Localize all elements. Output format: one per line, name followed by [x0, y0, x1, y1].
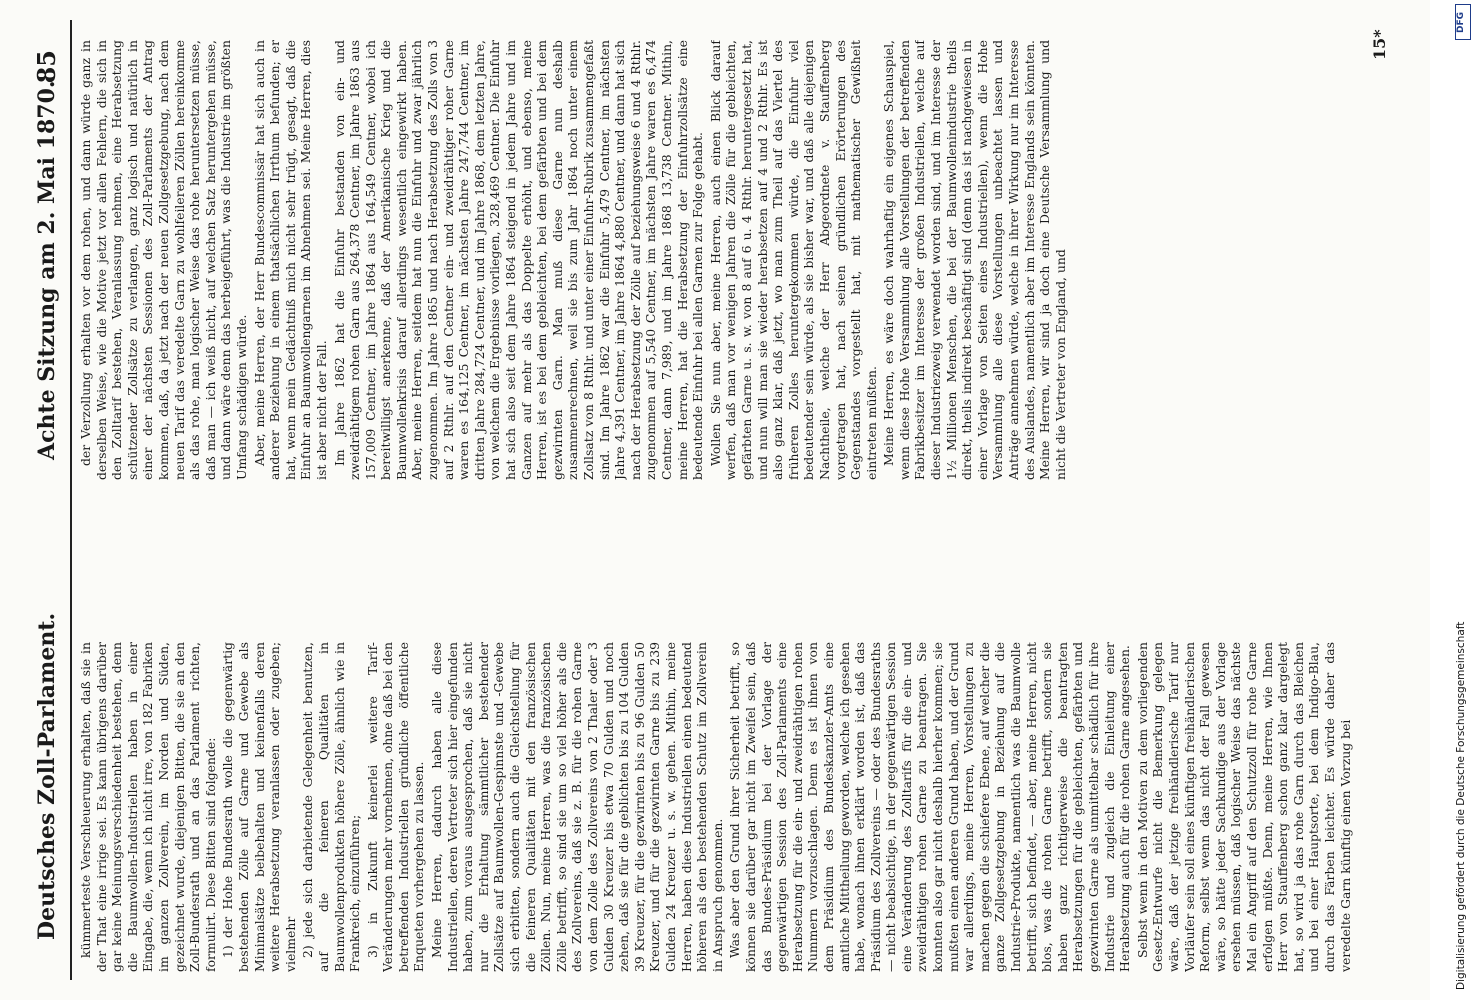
sheet-signature: 15* [1370, 29, 1389, 60]
stamp-text: Digitalisierung gefördert durch die Deutsche Forschungsgemeinschaft [1455, 621, 1467, 990]
page-header [30, 20, 66, 980]
paragraph: Aber, meine Herren, der Herr Bundescommissär hat sich auch in anderer Beziehung in einem thatsächlichen Irrthum befunden; er hat, wenn mein Gedächtniß mich nicht sehr trügt, gesagt, daß die Einfuhr an Baumwollengarnen im Abnehmen sei. Meine Herren, dies ist aber nicht der Fall. [251, 40, 329, 480]
paragraph: Im Jahre 1862 hat die Einfuhr bestanden von ein- und zweidrähtigem rohen Garn aus 264,378 Centner, im Jahre 1863 aus 157,009 Centner, im Jahre 1864 aus 164,549 Centner, wobei ich bereitwilligst anerkenne, daß der Amerikanische Krieg und die Baumwollenkrisis darauf allerdings wesentlich eingewirkt haben. Aber, meine Herren, seitdem hat nun die Einfuhr und zwar jährlich zugenommen. Im Jahre 1865 und nach Herabsetzung des Zolls von 3 auf 2 Rthlr. auf den Centner ein- und zweidrähtiger roher Garne waren es 164,125 Centner, im nächsten Jahre 247,744 Centner, im dritten Jahre 284,724 Centner, und im Jahre 1868, dem letzten Jahre, von welchem die Ergebnisse vorliegen, 328,469 Centner. Die Einfuhr hat sich also seit dem Jahre 1864 steigend in jedem Jahre und im Ganzen auf mehr als das Doppelte erhöht, und ebenso, meine Herren, ist es bei dem gebleichten, bei dem gefärbten und bei dem gezwirnten Garn. Man muß diese Garne nun deshalb zusammenrechnen, weil sie bis zum Jahr 1864 noch unter einem Zollsatz von 8 Rthlr. und unter einer Einfuhr-Rubrik zusammengefaßt sind. Im Jahre 1862 war die Einfuhr 5,479 Centner, im nächsten Jahre 4,391 Centner, im Jahre 1864 4,880 Centner, und dann hat sich nach der Herabsetzung der Zölle auf beziehungsweise 6 und 4 Rthlr. zugenommen auf 5,540 Centner, im nächsten Jahre waren es 6,474 Centner, dann 7,989, und im Jahre 1868 13,738 Centner. Mithin, meine Herren, hat die Herabsetzung der Einfuhrzollsätze eine bedeutende Einfuhr bei allen Garnen zur Folge gehabt. [331, 40, 706, 480]
paragraph: 1) der Hohe Bundesrath wolle die gegenwärtig bestehenden Zölle auf Garne und Gewebe als Minimalsätze beibehalten und keinenfalls deren weitere Herabsetzung veranlassen oder zugeben; vielmehr [220, 642, 298, 972]
page-number: 85 [32, 50, 61, 84]
text-column-left [78, 642, 1378, 972]
digitization-stamp [1453, 0, 1474, 1000]
running-title-right: Achte Sitzung am 2. Mai 1870. [34, 80, 60, 460]
paragraph: Was aber den Grund ihrer Sicherheit betrifft, so können sie darüber gar nicht im Zweifel sein, daß das Bundes-Präsidium bei der Vorlage der gegenwärtigen Session des Zoll-Parlaments eine Herabsetzung für die ein- und zweidrähtigen rohen Nummern vorzuschlagen. Denn es ist ihnen von dem Präsidium des Bundeskanzler-Amts eine amtliche Mittheilung geworden, welche ich gesehen habe, wonach ihnen erklärt worden ist, daß das Präsidium des Zollvereins — oder des Bundesraths — nicht beabsichtige, in der gegenwärtigen Session eine Veränderung des Zolltarifs für die ein- und zweidrähtigen rohen Garne zu beantragen. Sie konnten also gar nicht deshalb hierher kommen; sie mußten einen anderen Grund haben, und der Grund war allerdings, meine Herren, Vorstellungen zu machen gegen die schiefere Ebene, auf welcher die ganze Zollgesetzgebung in Beziehung auf die Industrie-Produkte, namentlich was die Baumwolle betrifft, sich befindet, — aber, meine Herren, nicht blos, was die rohen Garne betrifft, sondern sie haben ganz richtigerweise die beantragten Herabsetzungen für die gebleichten, gefärbten und gezwirnten Garne als unmittelbar schädlich für ihre Industrie und zugleich die Einleitung einer Herabsetzung auch für die rohen Garne angesehen. [727, 642, 1133, 972]
running-title-left: Deutsches Zoll-Parlament. [34, 612, 60, 940]
paragraph: Wollen Sie nun aber, meine Herren, auch einen Blick darauf werfen, daß man vor wenigen Jahren die Zölle für die gebleichten, gefärbten Garne u. s. w. von 8 auf 6 u. 4 Rthlr. heruntergesetzt hat, und nun will man sie wieder herabsetzen auf 4 und 2 Rthlr. Es ist also ganz klar, daß jetzt, wo man zum Theil auf das Viertel des früheren Zolles heruntergekommen würde, die Einfuhr viel bedeutender sein würde, als sie bisher war, und daß alle diejenigen Nachtheile, welche der Herr Abgeordnete v. Stauffenberg vorgetragen hat, nach seinen gründlichen Erörterungen des Gegenstandes vorgestellt hat, mit mathematischer Gewißheit eintreten müßten. [707, 40, 879, 480]
paragraph: Meine Herren, es wäre doch wahrhaftig ein eigenes Schauspiel, wenn diese Hohe Versammlung alle Vorstellungen der betreffenden Fabrikbesitzer im Interesse der großen Industriellen, welche auf dieser Industriezweig verwendet worden sind, und im Interesse der 1½ Millionen Menschen, die bei der Baumwollenindustrie theils direkt, theils indirekt beschäftigt sind (denn das ist nachgewiesen in einer Vorlage von Seiten eines Industriellen), wenn die Hohe Versammlung alle diese Vorstellungen unbeachtet lassen und Anträge annehmen würde, welche in ihrer Wirkung nur im Interesse des Auslandes, namentlich aber im Interesse Englands sein könnten. Meine Herren, wir sind ja doch eine Deutsche Versammlung und nicht die Vertreter von England, und [881, 40, 1068, 480]
paragraph: kümmerteste Verschleuerung erhalten, daß sie in der That eine irrige sei. Es kann übrigens darüber gar keine Meinungsverschiedenheit bestehen, denn die Baumwollen-Industriellen haben in einer Eingabe, die, wenn ich nicht irre, von 182 Fabriken im ganzen Zollverein, im Norden und Süden, gezeichnet wurde, diejenigen Bitten, die sie an den Zoll-Bundesrath und an das Parlament richten, formulirt. Diese Bitten sind folgende: [78, 642, 218, 972]
paragraph: Meine Herren, dadurch haben alle diese Industriellen, deren Vertreter sich hier eingefunden haben, zum voraus ausgesprochen, daß sie nicht nur die Erhaltung sämmtlicher bestehender Zollsätze auf Baumwollen-Gespinnste und -Gewebe sich erbitten, sondern auch die Gleichstellung für die feineren Qualitäten mit den französischen Zöllen. Nun, meine Herren, was die französischen Zölle betrifft, so sind sie um so viel höher als die des Zollvereins, daß sie z. B. für die rohen Garne von dem Zolle des Zollvereins von 2 Thaler oder 3 Gulden 30 Kreuzer bis etwa 70 Gulden und noch zehen, daß sie für die geblichten bis zu 104 Gulden 39 Kreuzer, für die gezwirnten bis zu 96 Gulden 50 Kreuzer, und für die gezwirnten Garne bis zu 239 Gulden 24 Kreuzer u. s. w. gehen. Mithin, meine Herren, haben diese Industriellen einen bedeutend höheren als den bestehenden Schutz im Zollverein in Anspruch genommen. [429, 642, 725, 972]
paragraph: 3) in Zukunft keinerlei weitere Tarif-Veränderungen mehr vornehmen, ohne daß bei den betreffenden Industriellen gründliche öffentliche Enqueten vorhergehen zu lassen. [364, 642, 427, 972]
paragraph: der Verzollung erhalten vor dem rohen, und dann würde ganz in derselben Weise, wie die Motive jetzt vor allen Fehlern, die sich in den Zolltarif bestehen, Veranlassung nehmen, eine Herabsetzung schützender Zollsätze zu verlangen, ganz logisch und natürlich in einer der nächsten Sessionen des Zoll-Parlaments der Antrag kommen, daß, da jetzt nach der neuen Zollgesetzgebung, nach dem neuen Tarif das veredelte Garn zu wohlfeileren Zöllen hereinkomme als das rohe, man logischer Weise das rohe heruntersetzen müsse, daß man — ich weiß nicht, auf welchen Satz heruntergehen müsse, und dann wäre denn das herbeigeführt, was die Industrie im größten Umfang schädigen würde. [78, 40, 249, 480]
paragraph: 2) jede sich darbietende Gelegenheit benutzen, auf die feineren Qualitäten in Baumwollenprodukten höhere Zölle, ähnlich wie in Frankreich, einzuführen; [300, 642, 363, 972]
header-rule [70, 20, 72, 980]
dfg-logo: DFG [1455, 4, 1471, 40]
text-column-right [78, 40, 1378, 480]
paragraph: Selbst wenn in den Motiven zu dem vorliegenden Gesetz-Entwurfe nicht die Bemerkung gelegen wäre, daß der jetzige freihändlerische Tarif nur Vorläufer sein soll eines künftigen freihändlerischen Reform, selbst wenn das nicht der Fall gewesen wäre, so hätte jeder Sachkundige aus der Vorlage ersehen müssen, daß logischer Weise das nächste Mal ein Angriff auf den Schutzzoll für rohe Garne erfolgen müßte. Denn, meine Herren, wie Ihnen Herr von Stauffenberg schon ganz klar dargelegt hat, so wird ja das rohe Garn durch das Bleichen und bei einer Hauptsorte, bei dem Indigo-Blau, durch das Färben leichter. Es würde daher das veredelte Garn künftig einen Vorzug bei [1134, 642, 1353, 972]
